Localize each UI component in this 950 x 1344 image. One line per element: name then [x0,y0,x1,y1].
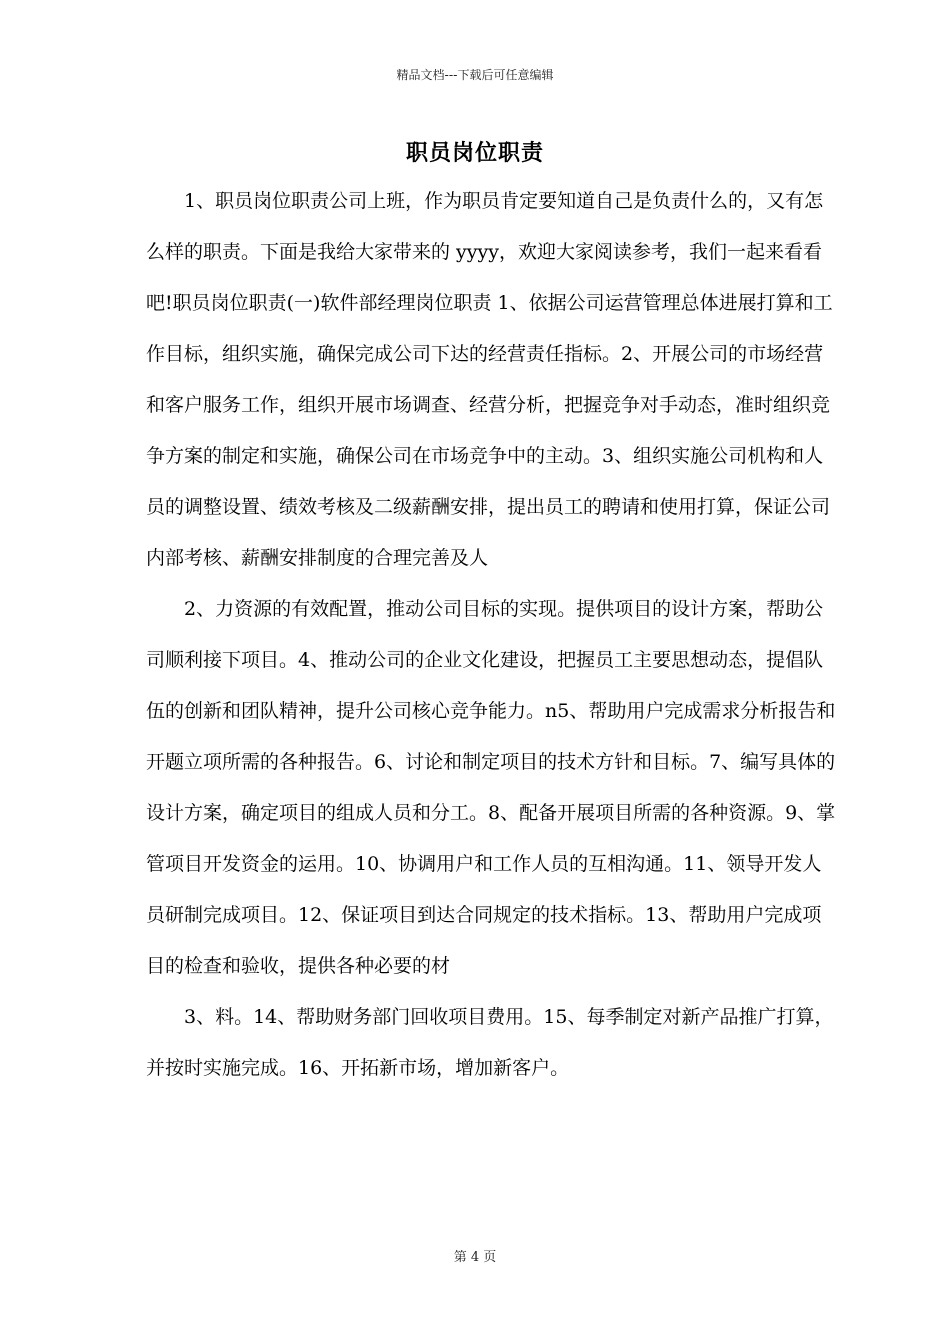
paragraph-1: 1、职员岗位职责公司上班，作为职员肯定要知道自己是负责什么的，又有怎么样的职责。下面是我给大家带来的 yyyy，欢迎大家阅读参考，我们一起来看看吧!职员岗位职责(一)软件部经理岗位职责 1、依据公司运营管理总体进展打算和工作目标，组织实施，确保完成公司下达的经营责任指标。2、开展公司的市场经营和客户服务工作，组织开展市场调查、经营分析，把握竞争对手动态，准时组织竞争方案的制定和实施，确保公司在市场竞争中的主动。3、组织实施公司机构和人员的调整设置、绩效考核及二级薪酬安排，提出员工的聘请和使用打算，保证公司内部考核、薪酬安排制度的合理完善及人 [146,190,833,569]
paragraph-2: 2、力资源的有效配置，推动公司目标的实现。提供项目的设计方案，帮助公司顺利接下项目。4、推动公司的企业文化建设，把握员工主要思想动态，提倡队伍的创新和团队精神，提升公司核心竞争能力。n5、帮助用户完成需求分析报告和开题立项所需的各种报告。6、讨论和制定项目的技术方针和目标。7、编写具体的设计方案，确定项目的组成人员和分工。8、配备开展项目所需的各种资源。9、掌管项目开发资金的运用。10、协调用户和工作人员的互相沟通。11、领导开发人员研制完成项目。12、保证项目到达合同规定的技术指标。13、帮助用户完成项目的检查和验收，提供各种必要的材 [146,598,836,977]
paragraph-3: 3、料。14、帮助财务部门回收项目费用。15、每季制定对新产品推广打算，并按时实施完成。16、开拓新市场，增加新客户。 [146,1006,834,1079]
document-title: 职员岗位职责 [405,140,544,166]
page-number: 第 4 页 [453,1250,497,1265]
document-body [146,176,836,1094]
page-header: 精品文档---下载后可任意编辑 [396,68,554,82]
